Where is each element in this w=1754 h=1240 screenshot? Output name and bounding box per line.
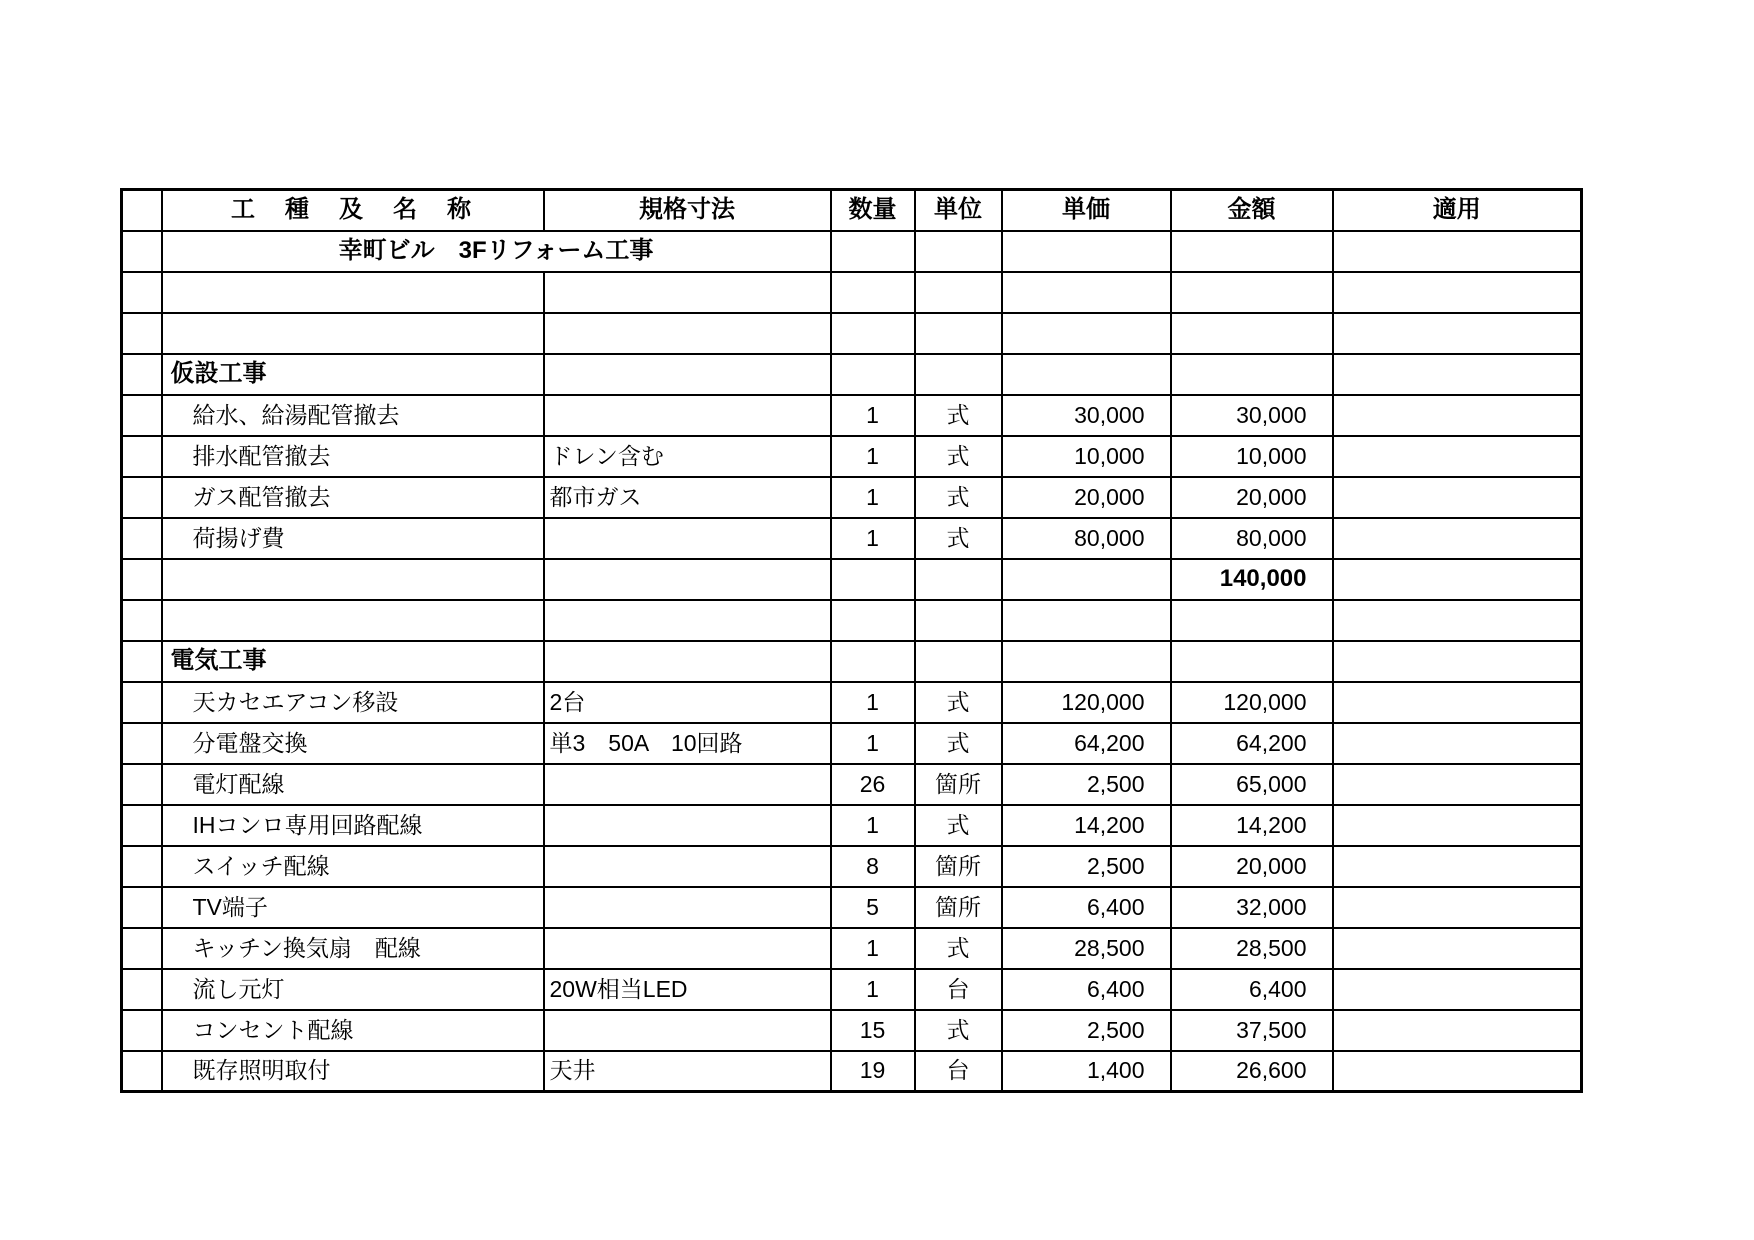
cell-index [122, 1010, 162, 1051]
header-index [122, 190, 162, 231]
cell-unit-price [1002, 272, 1171, 313]
cell-spec: 20W相当LED [544, 969, 831, 1010]
table-row [122, 272, 1582, 313]
cell-unit [915, 354, 1002, 395]
table-row [122, 559, 1582, 600]
table-row [122, 1051, 1582, 1092]
cell-item-name: 流し元灯 [162, 969, 544, 1010]
cell-amount: 64,200 [1171, 723, 1333, 764]
cell-index [122, 682, 162, 723]
cell-qty [831, 313, 915, 354]
cell-remarks [1333, 1051, 1582, 1092]
cell-item-name: ガス配管撤去 [162, 477, 544, 518]
cell-qty: 1 [831, 518, 915, 559]
cell-spec [544, 354, 831, 395]
cell-amount: 20,000 [1171, 846, 1333, 887]
cell-qty [831, 559, 915, 600]
cell-item-name: 排水配管撤去 [162, 436, 544, 477]
cell-unit: 箇所 [915, 846, 1002, 887]
cell-unit: 式 [915, 518, 1002, 559]
cell-item-name: キッチン換気扇 配線 [162, 928, 544, 969]
cell-amount [1171, 313, 1333, 354]
cell-spec: ドレン含む [544, 436, 831, 477]
header-remarks: 適用 [1333, 190, 1582, 231]
header-item-name: 工 種 及 名 称 [162, 190, 544, 231]
cell-qty: 8 [831, 846, 915, 887]
cell-amount: 6,400 [1171, 969, 1333, 1010]
table-row [122, 231, 1582, 272]
cell-spec [544, 641, 831, 682]
cell-amount: 30,000 [1171, 395, 1333, 436]
cell-item-name: 仮設工事 [162, 354, 544, 395]
cell-unit-price: 2,500 [1002, 846, 1171, 887]
cell-spec [544, 395, 831, 436]
header-unit-price: 単価 [1002, 190, 1171, 231]
cell-spec [544, 559, 831, 600]
cell-spec [544, 805, 831, 846]
cell-remarks [1333, 1010, 1582, 1051]
cell-index [122, 1051, 162, 1092]
cell-index [122, 313, 162, 354]
cell-unit: 箇所 [915, 764, 1002, 805]
cell-item-name: スイッチ配線 [162, 846, 544, 887]
cell-item-name: 既存照明取付 [162, 1051, 544, 1092]
cell-index [122, 846, 162, 887]
table-body [122, 231, 1582, 1092]
cell-amount: 65,000 [1171, 764, 1333, 805]
cell-index [122, 395, 162, 436]
cell-unit-price [1002, 231, 1171, 272]
cell-spec: 都市ガス [544, 477, 831, 518]
cell-qty: 1 [831, 805, 915, 846]
cell-qty [831, 231, 915, 272]
cell-item-name: 荷揚げ費 [162, 518, 544, 559]
cell-unit-price [1002, 559, 1171, 600]
cell-index [122, 805, 162, 846]
cell-amount: 37,500 [1171, 1010, 1333, 1051]
cell-index [122, 641, 162, 682]
cell-unit [915, 231, 1002, 272]
cell-spec [544, 846, 831, 887]
cell-index [122, 600, 162, 641]
cell-qty [831, 600, 915, 641]
cell-item-name: 電灯配線 [162, 764, 544, 805]
cell-unit-price [1002, 641, 1171, 682]
cell-qty: 26 [831, 764, 915, 805]
table-row [122, 600, 1582, 641]
cell-amount [1171, 641, 1333, 682]
cell-amount [1171, 600, 1333, 641]
table-row [122, 846, 1582, 887]
cell-unit-price: 120,000 [1002, 682, 1171, 723]
cell-unit-price: 14,200 [1002, 805, 1171, 846]
cell-remarks [1333, 805, 1582, 846]
cell-unit-price: 20,000 [1002, 477, 1171, 518]
cell-item-name: 分電盤交換 [162, 723, 544, 764]
cell-unit: 台 [915, 1051, 1002, 1092]
cell-remarks [1333, 846, 1582, 887]
table-row [122, 805, 1582, 846]
cell-remarks [1333, 518, 1582, 559]
cell-amount: 20,000 [1171, 477, 1333, 518]
cell-unit [915, 313, 1002, 354]
cell-item-name: IHコンロ専用回路配線 [162, 805, 544, 846]
cell-remarks [1333, 395, 1582, 436]
cell-spec [544, 272, 831, 313]
cell-amount [1171, 272, 1333, 313]
cell-spec [544, 518, 831, 559]
cell-index [122, 969, 162, 1010]
cell-unit-price: 64,200 [1002, 723, 1171, 764]
cell-unit: 式 [915, 477, 1002, 518]
cell-unit [915, 600, 1002, 641]
cell-unit: 式 [915, 682, 1002, 723]
cell-qty: 5 [831, 887, 915, 928]
cell-unit-price [1002, 600, 1171, 641]
cell-qty: 1 [831, 723, 915, 764]
cell-qty: 15 [831, 1010, 915, 1051]
cell-index [122, 764, 162, 805]
table-row [122, 887, 1582, 928]
cell-qty [831, 641, 915, 682]
cell-remarks [1333, 231, 1582, 272]
cell-item-name: 給水、給湯配管撤去 [162, 395, 544, 436]
cell-unit-price: 6,400 [1002, 969, 1171, 1010]
table-row [122, 641, 1582, 682]
cell-unit-price: 6,400 [1002, 887, 1171, 928]
cell-item-name [162, 272, 544, 313]
cell-index [122, 477, 162, 518]
cell-unit: 式 [915, 436, 1002, 477]
cell-remarks [1333, 600, 1582, 641]
header-row [122, 190, 1582, 231]
table-row [122, 477, 1582, 518]
cell-remarks [1333, 436, 1582, 477]
cell-spec: 2台 [544, 682, 831, 723]
cell-amount: 32,000 [1171, 887, 1333, 928]
cell-index [122, 928, 162, 969]
cell-unit: 式 [915, 928, 1002, 969]
table-row [122, 928, 1582, 969]
table-row [122, 354, 1582, 395]
table-row [122, 395, 1582, 436]
cell-index [122, 272, 162, 313]
cell-item-name: コンセント配線 [162, 1010, 544, 1051]
cell-spec: 天井 [544, 1051, 831, 1092]
cell-unit: 式 [915, 395, 1002, 436]
cell-unit [915, 641, 1002, 682]
cell-unit-price: 30,000 [1002, 395, 1171, 436]
table-row [122, 518, 1582, 559]
cell-qty: 1 [831, 969, 915, 1010]
cell-amount: 120,000 [1171, 682, 1333, 723]
table-row [122, 436, 1582, 477]
cell-qty: 1 [831, 477, 915, 518]
header-qty: 数量 [831, 190, 915, 231]
cell-amount: 10,000 [1171, 436, 1333, 477]
cell-spec [544, 1010, 831, 1051]
cell-index [122, 887, 162, 928]
cell-item-name: TV端子 [162, 887, 544, 928]
cell-remarks [1333, 887, 1582, 928]
header-unit: 単位 [915, 190, 1002, 231]
cell-item-name: 電気工事 [162, 641, 544, 682]
table-row [122, 969, 1582, 1010]
cell-spec [544, 313, 831, 354]
cell-unit: 台 [915, 969, 1002, 1010]
cell-unit-price [1002, 313, 1171, 354]
cell-remarks [1333, 764, 1582, 805]
cell-spec [544, 764, 831, 805]
cell-qty: 1 [831, 682, 915, 723]
cell-spec [544, 928, 831, 969]
cell-remarks [1333, 272, 1582, 313]
cell-item-name: 天カセエアコン移設 [162, 682, 544, 723]
cell-unit-price [1002, 354, 1171, 395]
cell-remarks [1333, 682, 1582, 723]
cell-qty [831, 354, 915, 395]
cell-qty: 1 [831, 436, 915, 477]
cell-unit: 箇所 [915, 887, 1002, 928]
table-row [122, 723, 1582, 764]
cell-item-name [162, 559, 544, 600]
cell-index [122, 436, 162, 477]
cell-unit-price: 2,500 [1002, 1010, 1171, 1051]
cell-remarks [1333, 641, 1582, 682]
table-row [122, 1010, 1582, 1051]
header-spec: 規格寸法 [544, 190, 831, 231]
cell-index [122, 354, 162, 395]
cell-item-name [162, 600, 544, 641]
cell-amount [1171, 354, 1333, 395]
cell-qty: 1 [831, 928, 915, 969]
cell-amount [1171, 231, 1333, 272]
estimate-table [120, 188, 1583, 1093]
cell-unit-price: 10,000 [1002, 436, 1171, 477]
cell-unit: 式 [915, 805, 1002, 846]
cell-remarks [1333, 477, 1582, 518]
cell-remarks [1333, 969, 1582, 1010]
cell-spec [544, 600, 831, 641]
cell-remarks [1333, 559, 1582, 600]
cell-spec [544, 887, 831, 928]
cell-amount: 14,200 [1171, 805, 1333, 846]
cell-qty: 19 [831, 1051, 915, 1092]
cell-index [122, 231, 162, 272]
cell-unit-price: 1,400 [1002, 1051, 1171, 1092]
cell-index [122, 518, 162, 559]
cell-amount: 80,000 [1171, 518, 1333, 559]
cell-unit [915, 272, 1002, 313]
cell-unit [915, 559, 1002, 600]
cell-unit-price: 28,500 [1002, 928, 1171, 969]
cell-unit-price: 80,000 [1002, 518, 1171, 559]
cell-spec: 単3 50A 10回路 [544, 723, 831, 764]
cell-remarks [1333, 723, 1582, 764]
cell-qty: 1 [831, 395, 915, 436]
cell-unit-price: 2,500 [1002, 764, 1171, 805]
table-row [122, 682, 1582, 723]
cell-index [122, 559, 162, 600]
cell-amount: 140,000 [1171, 559, 1333, 600]
cell-remarks [1333, 354, 1582, 395]
cell-unit: 式 [915, 1010, 1002, 1051]
cell-qty [831, 272, 915, 313]
table-row [122, 313, 1582, 354]
cell-item-name: 幸町ビル 3Fリフォーム工事 [162, 231, 831, 272]
cell-amount: 26,600 [1171, 1051, 1333, 1092]
table-row [122, 764, 1582, 805]
cell-amount: 28,500 [1171, 928, 1333, 969]
cell-remarks [1333, 313, 1582, 354]
header-amount: 金額 [1171, 190, 1333, 231]
cell-unit: 式 [915, 723, 1002, 764]
cell-remarks [1333, 928, 1582, 969]
cell-item-name [162, 313, 544, 354]
cell-index [122, 723, 162, 764]
